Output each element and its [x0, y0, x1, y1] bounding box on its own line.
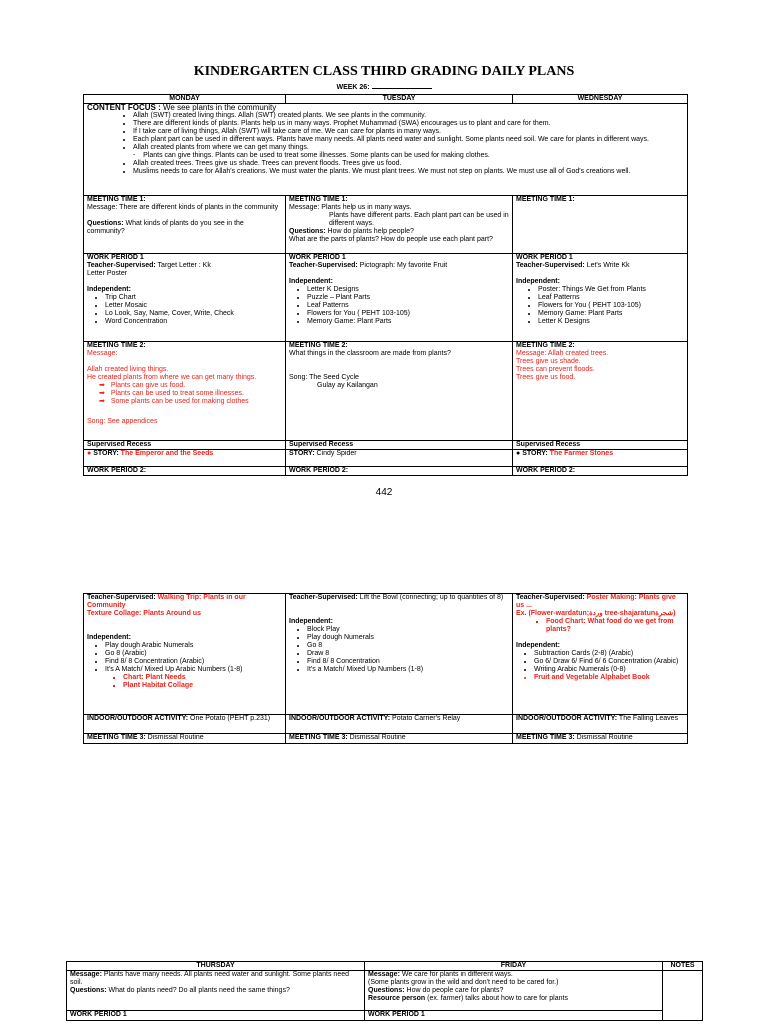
content-item: • There are different kinds of plants. Plants help us in many ways. Prophet Muhammad (SWA) encourages us to plant and care for them. [133, 120, 684, 128]
meeting1-questions: What kinds of plants do you see in the community? [87, 220, 244, 235]
content-focus-label: CONTENT FOCUS : [87, 103, 161, 112]
indoor-label: INDOOR/OUTDOOR ACTIVITY: [87, 715, 189, 722]
story-label: STORY: [93, 450, 119, 457]
content-item: • Allah created trees. Trees give us shade. Trees can prevent floods. Trees give us food. [133, 160, 684, 168]
wednesday-recess: Supervised Recess [513, 441, 688, 450]
content-item: • Allah (SWT) created living things. Allah (SWT) created plants. We see plants in the community. [133, 112, 684, 120]
meeting2-label: MEETING TIME 2: [87, 342, 146, 349]
tuesday-work2: WORK PERIOD 2: [286, 467, 513, 476]
questions-label: Questions: [87, 220, 124, 227]
ts-label: Teacher-Supervised: [289, 262, 358, 269]
meeting2-label: MEETING TIME 2: [289, 342, 348, 349]
message-text-2: (Some plants grow in the wild and don't need to be cared for.) [368, 979, 559, 986]
page-title: KINDERGARTEN CLASS THIRD GRADING DAILY PLANS [193, 64, 575, 79]
day-header-thursday: THURSDAY [67, 962, 365, 971]
meeting3-label: MEETING TIME 3: [289, 734, 348, 741]
independent-label: Independent: [516, 642, 560, 649]
list-item: • Go 8 (Arabic) [105, 650, 282, 658]
independent-list [289, 286, 509, 326]
work2-ts-sublist [516, 618, 684, 634]
message-label: Message: [368, 971, 400, 978]
tuesday-work2-detail [286, 594, 513, 715]
independent-label: Independent: [289, 278, 333, 285]
independent-label: Independent: [87, 634, 131, 641]
resource-person-text: (ex. farmer) talks about how to care for plants [425, 995, 568, 1002]
tuesday-indoor [286, 715, 513, 734]
indoor-activity: The Falling Leaves [617, 715, 679, 722]
resource-person-label: Resource person [368, 995, 426, 1002]
list-item: • Find 8/ 8 Concentration [307, 658, 509, 666]
independent-label: Independent: [87, 286, 131, 293]
wednesday-meeting1 [513, 196, 688, 254]
meeting2-label: MEETING TIME 2: [516, 342, 575, 349]
content-item: • Each plant part can be used in different ways. Plants have many needs. All plants need water and sunlight. Some plants need soil. We care for plants in different ways. [133, 136, 684, 144]
story-title: Cindy Spider [314, 450, 357, 457]
monday-meeting3 [84, 734, 286, 744]
meeting1-label: MEETING TIME 1: [289, 196, 348, 203]
tuesday-work1 [286, 254, 513, 342]
wednesday-meeting2 [513, 342, 688, 441]
content-focus-list-2 [87, 160, 684, 176]
work1-ts-2: Letter Poster [87, 270, 128, 277]
story-title: The Farmer Stones [547, 450, 614, 457]
work2-ts: Poster Making: Plants give us ... [516, 594, 676, 609]
day-header-wednesday: WEDNESDAY [513, 95, 688, 104]
list-item: • Trip Chart [105, 294, 282, 302]
tuesday-meeting3 [286, 734, 513, 744]
list-item: • It's A Match/ Mixed Up Arabic Numbers (1-8) [105, 666, 282, 674]
day-header-monday: MONDAY [84, 95, 286, 104]
ts-label: Teacher-Supervised: [87, 594, 156, 601]
message-text: We care for plants in different ways. [399, 971, 513, 978]
meeting2-song: Song: The Seed Cycle [289, 374, 359, 381]
tuesday-meeting1 [286, 196, 513, 254]
content-focus-cell [84, 104, 688, 196]
list-item: • Subtraction Cards (2-8) (Arabic) [534, 650, 684, 658]
list-item: ▪ Food Chart: What food do we get from plants? [546, 618, 684, 634]
ts-label: Teacher-Supervised: [516, 262, 585, 269]
list-item: ▪ Chart: Plant Needs [123, 674, 282, 682]
wednesday-story: ● STORY: The Farmer Stones [513, 450, 688, 467]
meeting2-song: Song: See appendices [87, 418, 158, 425]
work2-ts: Lift the Bowl (connecting; up to quantities of 8) [357, 594, 504, 601]
dismissal: Dismissal Routine [574, 734, 633, 741]
list-item: • Flowers for You ( PEHT 103-105) [538, 302, 684, 310]
wednesday-work2-detail [513, 594, 688, 715]
wednesday-work2: WORK PERIOD 2: [513, 467, 688, 476]
meeting2-line: He created plants from where we can get many things. [87, 374, 257, 381]
wednesday-indoor [513, 715, 688, 734]
list-item: • Writing Arabic Numerals (0-8) [534, 666, 684, 674]
monday-meeting2 [84, 342, 286, 441]
independent-sublist [87, 674, 282, 690]
work1-ts: Let's Write Kk [584, 262, 630, 269]
meeting1-label: MEETING TIME 1: [516, 196, 575, 203]
indoor-activity: Potato Carrier's Relay [390, 715, 461, 722]
meeting1-label: MEETING TIME 1: [87, 196, 146, 203]
meeting2-song-2: Gulay ay Kailangan [317, 382, 378, 389]
work2-ts-2: Ex. (Flower-wardatun;وردة tree-shajaratunشجرة) [516, 610, 676, 617]
meeting1-message-2: Plants have different parts. Each plant part can be used in different ways. [329, 212, 509, 227]
list-item: • Leaf Patterns [538, 294, 684, 302]
plan-table-page3 [66, 961, 703, 1021]
meeting2-line: Allah created living things. [87, 366, 169, 373]
questions-text: How do people care for plants? [404, 987, 504, 994]
meeting2-message: Message: [87, 350, 118, 357]
notes-cell [663, 971, 703, 1021]
questions-text: What do plants need? Do all plants need the same things? [106, 987, 290, 994]
list-item: • Find 8/ 8 Concentration (Arabic) [105, 658, 282, 666]
work1-ts: Pictograph: My favorite Fruit [357, 262, 448, 269]
content-item: • If I take care of living things, Allah (SWT) will take care of me. We can care for plants in many ways. [133, 128, 684, 136]
independent-label: Independent: [516, 278, 560, 285]
list-item: • Flowers for You ( PEHT 103-105) [307, 310, 509, 318]
friday-meeting1 [365, 971, 663, 1011]
ts-label: Teacher-Supervised: [87, 262, 156, 269]
list-item: • Play dough Arabic Numerals [105, 642, 282, 650]
story-title: The Emperor and the Seeds [118, 450, 214, 457]
thursday-meeting1 [67, 971, 365, 1011]
independent-list [87, 642, 282, 674]
list-item: • Draw 8 [307, 650, 509, 658]
list-item: • Letter K Designs [538, 318, 684, 326]
monday-work2: WORK PERIOD 2: [84, 467, 286, 476]
list-item: • It's a Match/ Mixed Up Numbers (1-8) [307, 666, 509, 674]
content-item: • Muslims needs to care for Allah's creations. We must water the plants. We must plant trees. We must not step on plants. We must use all of God's creations well. [133, 168, 684, 176]
list-item: • Block Play [307, 626, 509, 634]
independent-list [87, 294, 282, 326]
content-item: • Allah created plants from where we can get many things. [133, 144, 684, 152]
monday-meeting1 [84, 196, 286, 254]
tuesday-story [286, 450, 513, 467]
indoor-activity: One Potato (PEHT p.231) [188, 715, 271, 722]
dismissal: Dismissal Routine [347, 734, 406, 741]
thursday-work1: WORK PERIOD 1 [67, 1011, 365, 1021]
list-item: • Lo Look, Say, Name, Cover, Write, Check [105, 310, 282, 318]
message-text: Plants have many needs. All plants need water and sunlight. Some plants need soil. [70, 971, 350, 986]
content-dash-item: - Plants can give things. Plants can be used to treat some illnesses. Some plants can be used for making clothes. [133, 152, 490, 159]
list-item: • Letter Mosaic [105, 302, 282, 310]
list-item: ➡ Plants can be used to treat some illnesses. [113, 390, 282, 398]
content-focus-list [87, 112, 684, 152]
list-item: • Memory Game: Plant Parts [538, 310, 684, 318]
independent-label: Independent: [289, 618, 333, 625]
independent-list [516, 650, 684, 682]
indoor-label: INDOOR/OUTDOOR ACTIVITY: [289, 715, 391, 722]
friday-work1: WORK PERIOD 1 [365, 1011, 663, 1021]
indoor-label: INDOOR/OUTDOOR ACTIVITY: [516, 715, 618, 722]
ts-label: Teacher-Supervised: [289, 594, 358, 601]
meeting3-label: MEETING TIME 3: [87, 734, 146, 741]
meeting2-question: What things in the classroom are made from plants? [289, 350, 451, 357]
monday-indoor [84, 715, 286, 734]
questions-label: Questions: [70, 987, 107, 994]
list-item: • Letter K Designs [307, 286, 509, 294]
list-item: • Leaf Patterns [307, 302, 509, 310]
dismissal: Dismissal Routine [145, 734, 204, 741]
meeting1-questions: How do plants help people? [325, 228, 414, 235]
list-item: • Poster: Things We Get from Plants [538, 286, 684, 294]
page-number: 442 [375, 487, 393, 498]
monday-work1 [84, 254, 286, 342]
questions-label: Questions: [289, 228, 326, 235]
week-label: WEEK 26: [336, 84, 370, 91]
list-item: ➡ Plants can give us food. [113, 382, 282, 390]
day-header-tuesday: TUESDAY [286, 95, 513, 104]
monday-recess: Supervised Recess [84, 441, 286, 450]
content-dash-text: Plants can give things. Plants can be used to treat some illnesses. Some plants can be used for making clothes. [143, 152, 490, 159]
content-focus-text: We see plants in the community [163, 103, 277, 112]
meeting1-questions-2: What are the parts of plants? How do people use each plant part? [289, 236, 493, 243]
day-header-notes: NOTES [663, 962, 703, 971]
plan-table-page1 [83, 94, 688, 476]
independent-list [289, 626, 509, 674]
wednesday-work1 [513, 254, 688, 342]
list-item: ➡ Some plants can be used for making clothes [113, 398, 282, 406]
list-item: • Puzzle – Plant Parts [307, 294, 509, 302]
questions-label: Questions: [368, 987, 405, 994]
independent-list [516, 286, 684, 326]
work1-ts: Target Letter : Kk [155, 262, 211, 269]
list-item: • Go 6/ Draw 6/ Find 6/ 6 Concentration (Arabic) [534, 658, 684, 666]
list-item: • Memory Game: Plant Parts [307, 318, 509, 326]
meeting2-arrow-list [87, 382, 282, 406]
meeting1-message: Message: Plants help us in many ways. [289, 204, 412, 211]
meeting2-line: Trees can prevent floods. [516, 366, 595, 373]
tuesday-recess: Supervised Recess [286, 441, 513, 450]
plan-table-page2 [83, 593, 688, 744]
meeting2-message: Message: Allah created trees. [516, 350, 609, 357]
work1-label: WORK PERIOD 1 [87, 254, 144, 261]
ts-label: Teacher-Supervised: [516, 594, 585, 601]
list-item: ▪ Plant Habitat Collage [123, 682, 282, 690]
meeting3-label: MEETING TIME 3: [516, 734, 575, 741]
meeting2-line: Trees give us food. [516, 374, 576, 381]
wednesday-meeting3 [513, 734, 688, 744]
monday-story: ● STORY: The Emperor and the Seeds [84, 450, 286, 467]
monday-work2-detail [84, 594, 286, 715]
work2-ts-2: Texture Collage: Plants Around us [87, 610, 201, 617]
story-label: STORY: [289, 450, 315, 457]
meeting1-message: Message: There are different kinds of plants in the community [87, 204, 279, 211]
meeting2-line: Trees give us shade. [516, 358, 581, 365]
work1-label: WORK PERIOD 1 [289, 254, 346, 261]
list-item: • Word Concentration [105, 318, 282, 326]
week-blank [372, 88, 432, 89]
work2-ts: Walking Trip: Plants in our Community [87, 594, 246, 609]
work1-label: WORK PERIOD 1 [516, 254, 573, 261]
day-header-friday: FRIDAY [365, 962, 663, 971]
list-item: • Go 8 [307, 642, 509, 650]
tuesday-meeting2 [286, 342, 513, 441]
story-label: STORY: [522, 450, 548, 457]
message-label: Message: [70, 971, 102, 978]
week-line [0, 84, 768, 91]
list-item: • Play dough Numerals [307, 634, 509, 642]
list-item: • Fruit and Vegetable Alphabet Book [534, 674, 684, 682]
